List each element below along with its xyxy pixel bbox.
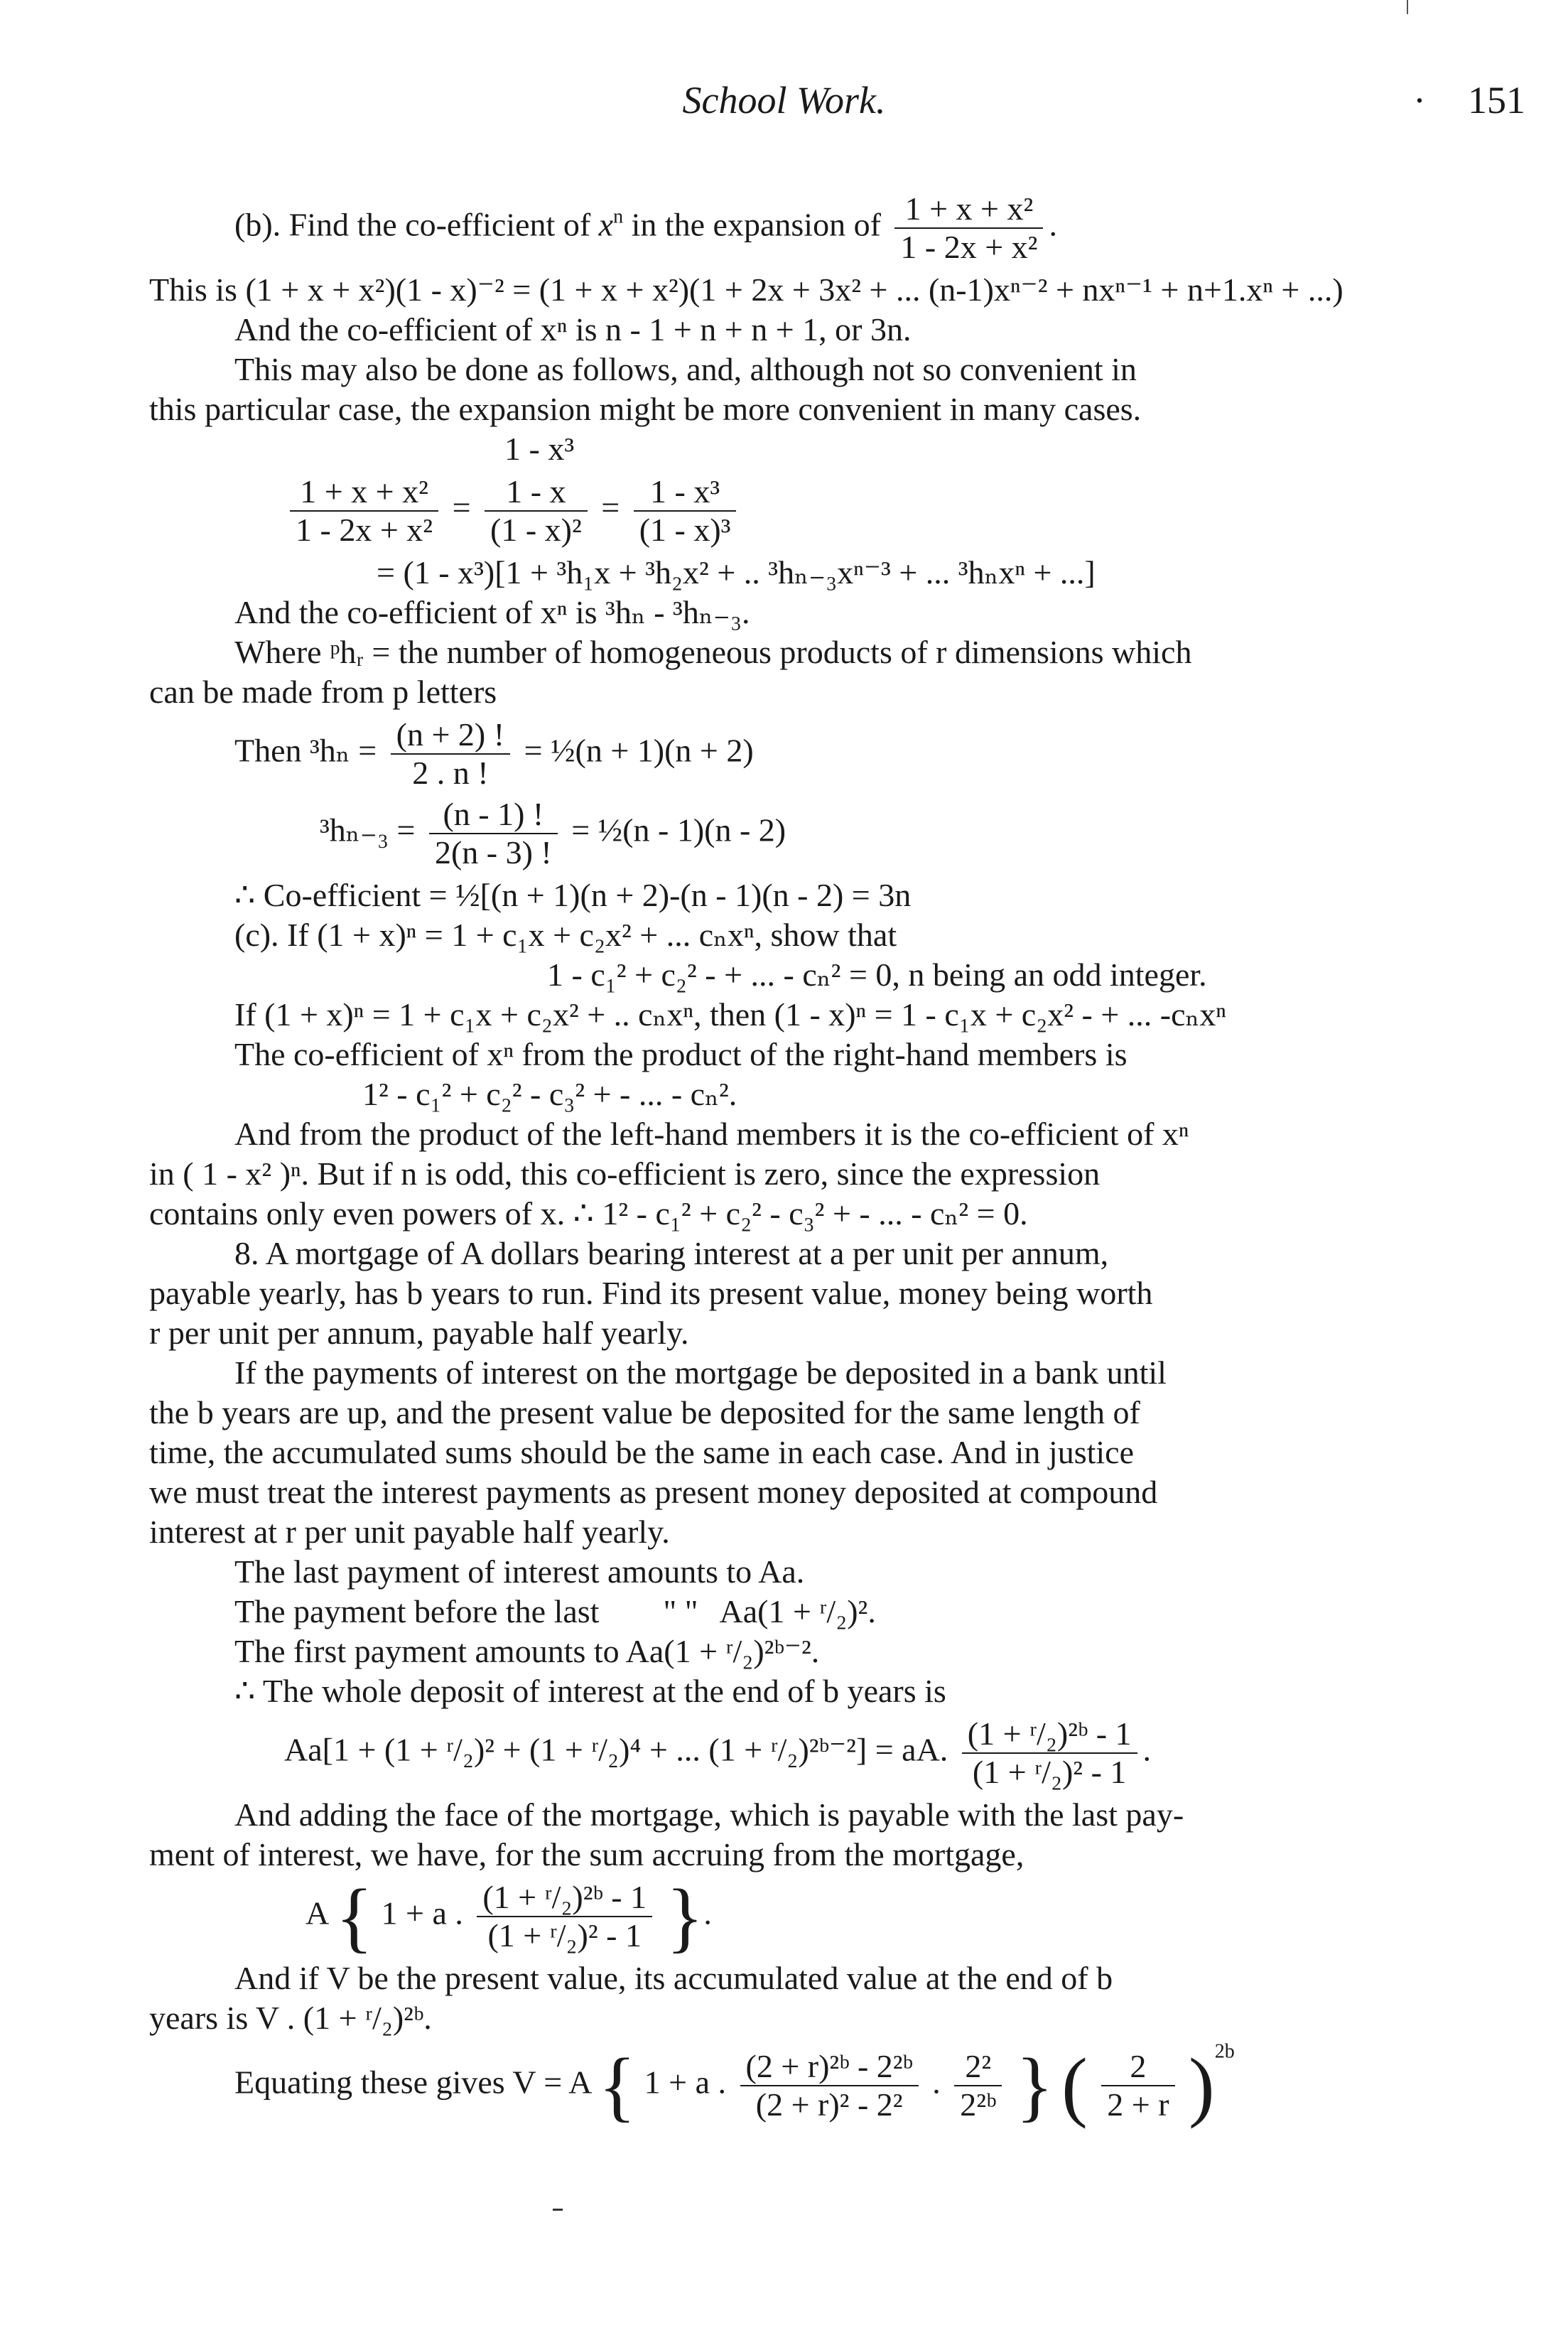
equation-line: 1 - x³ bbox=[504, 431, 575, 467]
text-line: ∴ Co-efficient = ½[(n + 1)(n + 2)-(n - 1)(n - 2) = 3n bbox=[234, 877, 912, 913]
bottom-mark bbox=[553, 2209, 563, 2211]
text-line: 8. A mortgage of A dollars bearing interest at a per unit per annum, bbox=[234, 1235, 1109, 1271]
text-line: ∴ The whole deposit of interest at the end of b years is bbox=[234, 1673, 946, 1709]
text-line: contains only even powers of x. ∴ 1² - c₁² + c₂² - c₃² + - ... - cₙ² = 0. bbox=[149, 1195, 1028, 1232]
left-brace: { bbox=[335, 1873, 373, 1960]
text-line: 1² - c₁² + c₂² - c₃² + - ... - cₙ². bbox=[362, 1076, 737, 1112]
text-line: this particular case, the expansion might be more convenient in many cases. bbox=[149, 391, 1142, 427]
text-line: time, the accumulated sums should be the same in each case. And in justice bbox=[149, 1434, 1134, 1470]
text-line: The first payment amounts to Aa(1 + ʳ/₂)²ᵇ⁻². bbox=[234, 1633, 820, 1669]
fraction: $\frac{\text{1 + x + x²}}{\text{1 - 2x + x²}}$ bbox=[894, 190, 1043, 266]
header-dot: · bbox=[1413, 79, 1426, 122]
text-line: we must treat the interest payments as present money deposited at compound bbox=[149, 1474, 1158, 1510]
text-line: And from the product of the left-hand members it is the co-efficient of xⁿ bbox=[234, 1116, 1189, 1152]
text-line: The payment before the last " " Aa(1 + ʳ/₂)². bbox=[234, 1593, 876, 1629]
equation-line: ³hₙ₋₃ = $\frac{(n - 1) !}{2(n - 3) !}$ = ½(n - 1)(n - 2) bbox=[320, 796, 786, 871]
text-line: The last payment of interest amounts to Aa. bbox=[234, 1553, 805, 1590]
text-line: And the co-efficient of xⁿ is ³hₙ - ³hₙ₋₃. bbox=[234, 594, 750, 630]
text-line: years is V . (1 + ʳ/₂)²ᵇ. bbox=[149, 2000, 432, 2036]
equation-line: $\frac{\text{1 + x + x²}}{\text{1 - 2x + x²}}$ = $\frac{1 - x}{\text{(1 - x)²}}$ = $\frac{\text{1 - x³}}{\text{(1 - x)³}}$ bbox=[149, 473, 1449, 549]
page-number: 151 bbox=[1468, 79, 1525, 122]
equation-line: Aa[1 + (1 + ʳ/₂)² + (1 + ʳ/₂)⁴ + ... (1 + ʳ/₂)²ᵇ⁻²] = aA. $\frac{\text{(1 + ʳ/₂)²ᵇ - 1}}{\text{(1 + ʳ/₂)² - 1}}$ . bbox=[284, 1715, 1152, 1790]
right-brace: } bbox=[1015, 2042, 1054, 2129]
text-line: the b years are up, and the present value be deposited for the same length of bbox=[149, 1394, 1140, 1430]
left-paren: ( bbox=[1061, 2042, 1088, 2129]
text-line: payable yearly, has b years to run. Find its present value, money being worth bbox=[149, 1275, 1153, 1311]
text-line: This is (1 + x + x²)(1 - x)⁻² = (1 + x + x²)(1 + 2x + 3x² + ... (n-1)xⁿ⁻² + nxⁿ⁻¹ + n+1.xⁿ + ...) bbox=[149, 271, 1343, 308]
running-header bbox=[0, 78, 1568, 135]
text-line: The co-efficient of xⁿ from the product of the right-hand members is bbox=[234, 1036, 1128, 1072]
running-title: School Work. bbox=[682, 79, 886, 122]
equation-line: Equating these gives V = A { 1 + a . $\frac{\text{(2 + r)²ᵇ - 2²ᵇ}}{\text{(2 + r)² - 2²}}$ . $\frac{\text{2²}}{\text{2²ᵇ}}$ } ( $\frac{2}{2 + r}$ )$^{2b}$ bbox=[234, 2040, 1235, 2129]
left-brace: { bbox=[598, 2042, 637, 2129]
right-paren: ) bbox=[1189, 2042, 1215, 2129]
text-line: can be made from p letters bbox=[149, 674, 497, 710]
page-body bbox=[149, 186, 1449, 2128]
text-line: And adding the face of the mortgage, which is payable with the last pay- bbox=[234, 1796, 1184, 1833]
text-line: 1 - c₁² + c₂² - + ... - cₙ² = 0, n being an odd integer. bbox=[547, 956, 1207, 993]
text-line: interest at r per unit payable half yearly. bbox=[149, 1514, 670, 1550]
text-line: If the payments of interest on the mortgage be deposited in a bank until bbox=[234, 1354, 1167, 1391]
text-line: r per unit per annum, payable half yearly. bbox=[149, 1315, 689, 1351]
text-line: And the co-efficient of xⁿ is n - 1 + n + n + 1, or 3n. bbox=[234, 311, 912, 347]
text-line: (c). If (1 + x)ⁿ = 1 + c₁x + c₂x² + ... cₙxⁿ, show that bbox=[234, 917, 897, 953]
text-line: in ( 1 - x² )ⁿ. But if n is odd, this co-efficient is zero, since the expression bbox=[149, 1155, 1101, 1192]
text-line: ment of interest, we have, for the sum accruing from the mortgage, bbox=[149, 1836, 1024, 1872]
text-line: If (1 + x)ⁿ = 1 + c₁x + c₂x² + .. cₙxⁿ, then (1 - x)ⁿ = 1 - c₁x + c₂x² - + ... -cₙxⁿ bbox=[234, 996, 1226, 1033]
equation-line: A { 1 + a . $\frac{\text{(1 + ʳ/₂)²ᵇ - 1}}{\text{(1 + ʳ/₂)² - 1}}$ }. bbox=[306, 1873, 712, 1960]
problem-b-statement: (b). Find the co-efficient of $x^n$ in the expansion of $\frac{\text{1 + x + x²}}{\text{1 - 2x + x²}}$ . bbox=[234, 190, 1057, 265]
text-line: Where ᵖhᵣ = the number of homogeneous products of r dimensions which bbox=[234, 634, 1192, 670]
text-line: And if V be the present value, its accumulated value at the end of b bbox=[234, 1960, 1113, 1996]
right-brace: } bbox=[666, 1873, 704, 1960]
equation-line: = (1 - x³)[1 + ³h₁x + ³h₂x² + .. ³hₙ₋₃xⁿ⁻³ + ... ³hₙxⁿ + ...] bbox=[377, 554, 1096, 591]
text-line: This may also be done as follows, and, although not so convenient in bbox=[234, 351, 1137, 387]
equation-line: Then ³hₙ = $\frac{(n + 2) !}{2 . n !}$ = ½(n + 1)(n + 2) bbox=[234, 716, 754, 791]
margin-mark bbox=[1407, 0, 1408, 14]
